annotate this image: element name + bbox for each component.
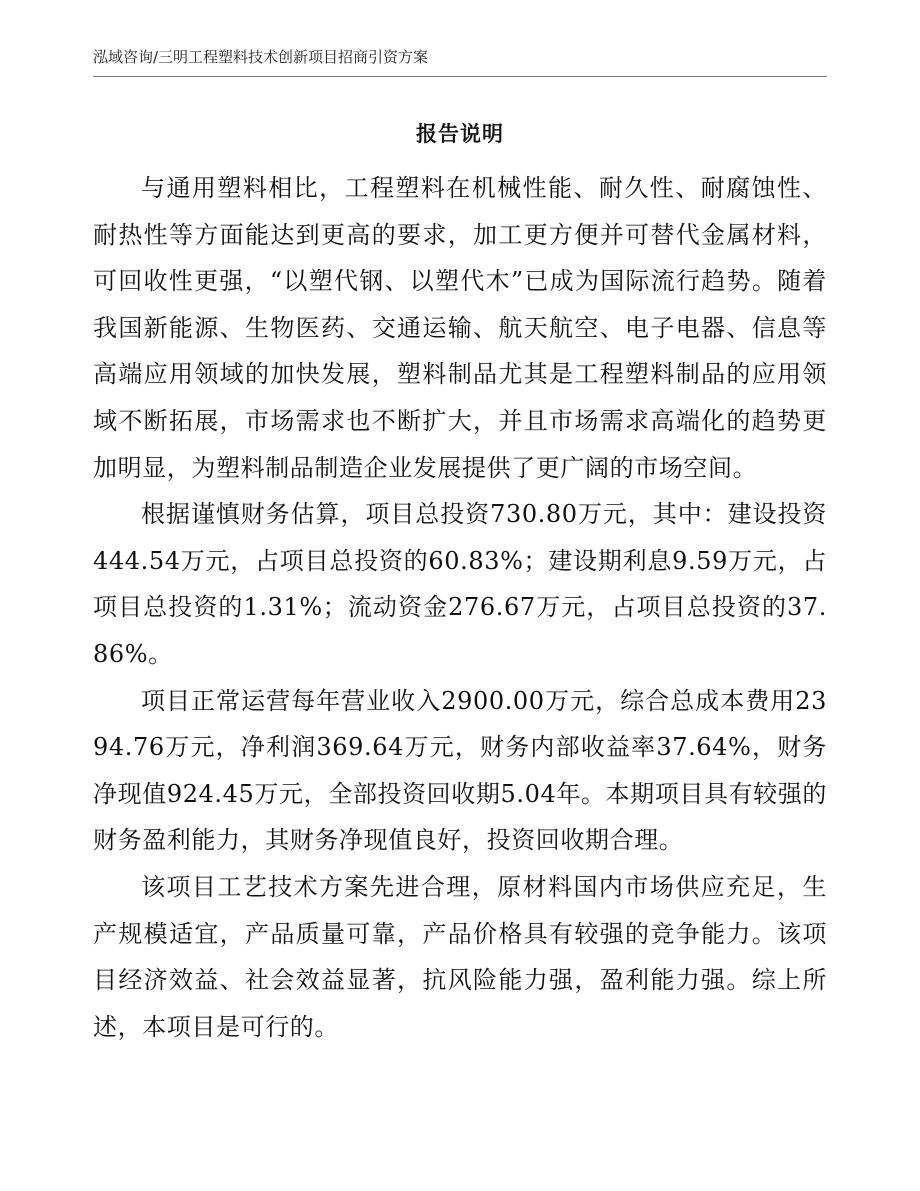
page-title: 报告说明 (416, 121, 504, 146)
paragraph-feasibility-conclusion: 该项目工艺技术方案先进合理，原材料国内市场供应充足，生产规模适宜，产品质量可靠，产品价格具有较强的竞争能力。该项目经济效益、社会效益显著，抗风险能力强，盈利能力强。综上所述，本项目是可行的。 (93, 872, 827, 1041)
paragraph-financial-returns: 项目正常运营每年营业收入2900.00万元，综合总成本费用2394.76万元，净利润369.64万元，财务内部收益率37.64%，财务净现值924.45万元，全部投资回收期5.04年。本期项目具有较强的财务盈利能力，其财务净现值良好，投资回收期合理。 (93, 686, 827, 855)
report-body (93, 165, 827, 1050)
paragraph-industry-background: 与通用塑料相比，工程塑料在机械性能、耐久性、耐腐蚀性、耐热性等方面能达到更高的要求，加工更方便并可替代金属材料，可回收性更强，“以塑代钢、以塑代木”已成为国际流行趋势。随着我国新能源、生物医药、交通运输、航天航空、电子电器、信息等高端应用领域的加快发展，塑料制品尤其是工程塑料制品的应用领域不断拓展，市场需求也不断扩大，并且市场需求高端化的趋势更加明显，为塑料制品制造企业发展提供了更广阔的市场空间。 (93, 174, 827, 482)
running-header: 泓域咨询/三明工程塑料技术创新项目招商引资方案 (93, 46, 827, 77)
paragraph-investment-estimate: 根据谨慎财务估算，项目总投资730.80万元，其中：建设投资444.54万元，占项目总投资的60.83%；建设期利息9.59万元，占项目总投资的1.31%；流动资金276.67万元，占项目总投资的37.86%。 (93, 500, 827, 668)
